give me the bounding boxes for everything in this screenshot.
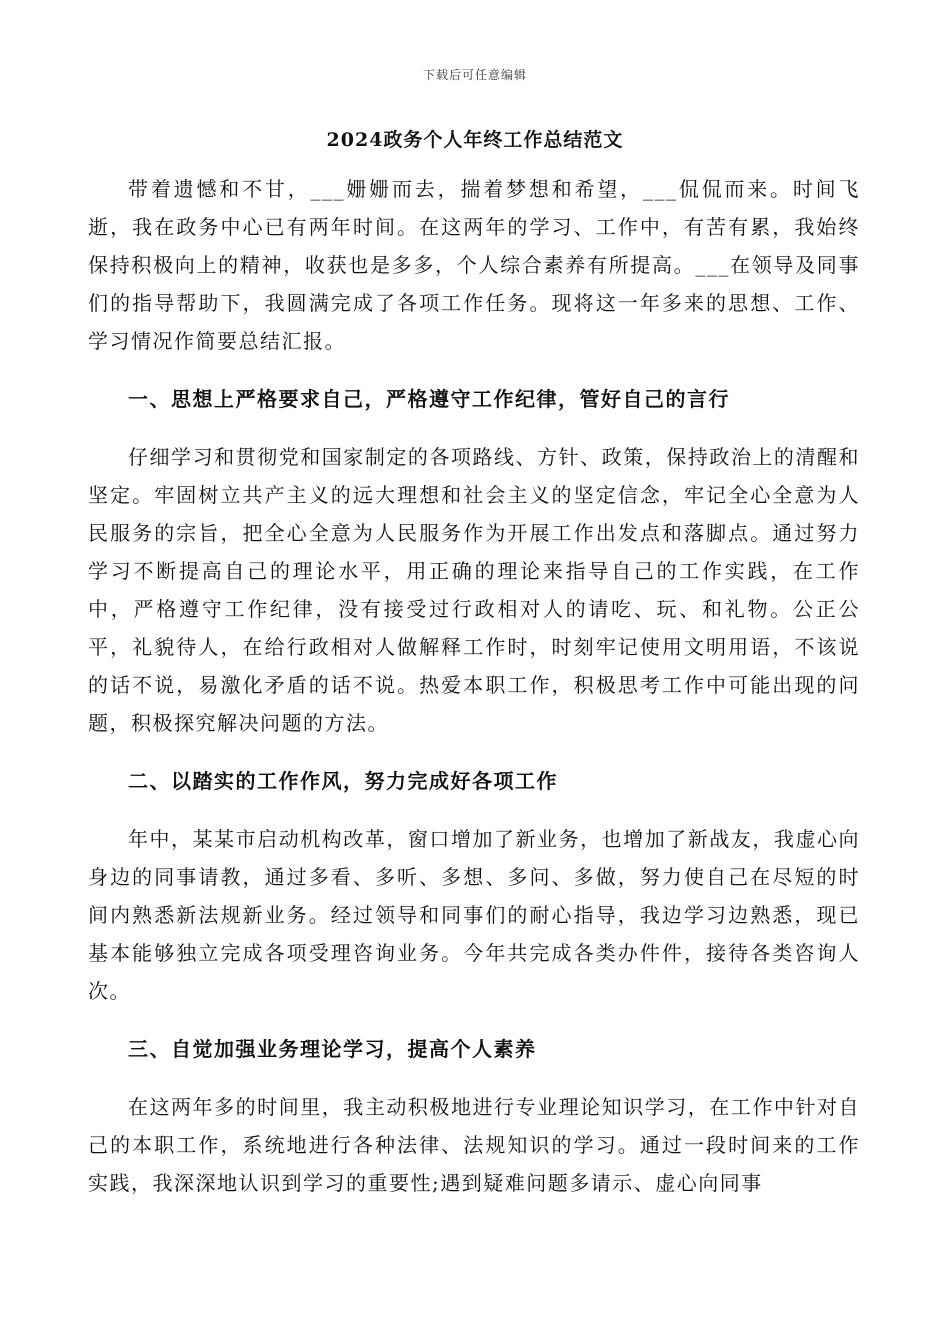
section-2-heading: 二、以踏实的工作作风，努力完成好各项工作 — [128, 769, 558, 793]
section-3-paragraph: 在这两年多的时间里，我主动积极地进行专业理论知识学习，在工作中针对自己的本职工作，系统地进行各种法律、法规知识的学习。通过一段时间来的工作实践，我深深地认识到学习的重要性;遇到疑难问题多请示、虚心向同事 — [88, 1095, 860, 1195]
section-3-heading: 三、自觉加强业务理论学习，提高个人素养 — [128, 1037, 537, 1061]
document-body — [88, 170, 860, 1202]
section-2-paragraph: 年中，某某市启动机构改革，窗口增加了新业务，也增加了新战友，我虚心向身边的同事请教，通过多看、多听、多想、多问、多做，努力使自己在尽短的时间内熟悉新法规新业务。经过领导和同事们的耐心指导，我边学习边熟悉，现已基本能够独立完成各项受理咨询业务。今年共完成各类办件件，接待各类咨询人次。 — [88, 827, 860, 1003]
document-title: 2024政务个人年终工作总结范文 — [326, 129, 624, 151]
section-1-heading: 一、思想上严格要求自己，严格遵守工作纪律，管好自己的言行 — [128, 387, 730, 411]
header-note: 下载后可任意编辑 — [422, 68, 527, 82]
section-1-paragraph: 仔细学习和贯彻党和国家制定的各项路线、方针、政策，保持政治上的清醒和坚定。牢固树立共产主义的远大理想和社会主义的坚定信念，牢记全心全意为人民服务的宗旨，把全心全意为人民服务作为开展工作出发点和落脚点。通过努力学习不断提高自己的理论水平，用正确的理论来指导自己的工作实践，在工作中，严格遵守工作纪律，没有接受过行政相对人的请吃、玩、和礼物。公正公平，礼貌待人，在给行政相对人做解释工作时，时刻牢记使用文明用语，不该说的话不说，易激化矛盾的话不说。热爱本职工作，积极思考工作中可能出现的问题，积极探究解决问题的方法。 — [88, 445, 860, 735]
intro-paragraph: 带着遗憾和不甘，___姗姗而去，揣着梦想和希望，___侃侃而来。时间飞逝，我在政务中心已有两年时间。在这两年的学习、工作中，有苦有累，我始终保持积极向上的精神，收获也是多多，个人综合素养有所提高。___在领导及同事们的指导帮助下，我圆满完成了各项工作任务。现将这一年多来的思想、工作、学习情况作简要总结汇报。 — [88, 177, 860, 353]
